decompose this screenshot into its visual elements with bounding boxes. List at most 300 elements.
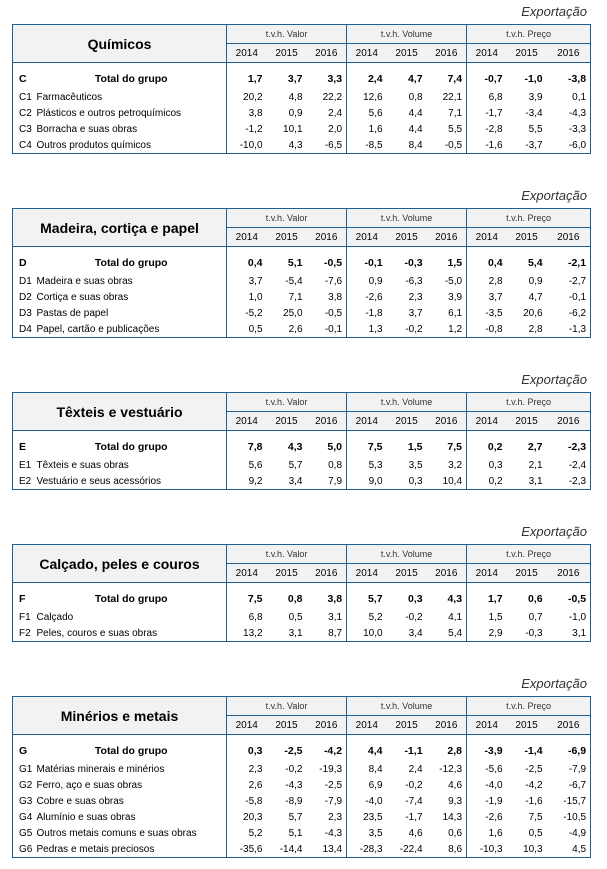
value-cell: -6,2 — [547, 305, 591, 321]
year-header: 2015 — [507, 412, 547, 431]
value-cell: 0,3 — [467, 457, 507, 473]
value-cell: 4,6 — [448, 779, 463, 791]
row-code: F1 — [13, 609, 37, 625]
value-cell: 0,3 — [387, 473, 427, 490]
row-code: G3 — [13, 793, 37, 809]
value-cell: -1,0 — [547, 609, 591, 625]
year-header: 2016 — [307, 44, 347, 63]
year-header: 2015 — [267, 412, 307, 431]
value-cell: -4,3 — [324, 827, 343, 839]
value-cell: -3,5 — [467, 305, 507, 321]
value-cell: 1,0 — [227, 289, 267, 305]
value-cell: -10,5 — [547, 809, 591, 825]
value-cell: 0,4 — [467, 253, 507, 273]
value-cell: 2,8 — [447, 745, 463, 757]
row-code: C2 — [13, 105, 37, 121]
value-cell: -0,1 — [547, 289, 591, 305]
column-group-volume: t.v.h. Volume — [347, 393, 467, 412]
value-cell: -1,3 — [547, 321, 591, 338]
total-row — [13, 589, 591, 609]
value-cell: -5,0 — [444, 275, 463, 287]
value-cell: 22,1 — [442, 91, 463, 103]
table-row — [13, 625, 591, 642]
value-cell: 10,3 — [507, 841, 547, 858]
value-cell: -7,4 — [405, 795, 423, 807]
value-cell: 8,7 — [307, 625, 347, 642]
value-cell: 2,8 — [507, 321, 547, 338]
value-cell: 9,2 — [227, 473, 267, 490]
value-cell: 0,9 — [528, 275, 543, 287]
value-cell: -8,9 — [285, 795, 303, 807]
year-header: 2015 — [267, 44, 307, 63]
value-cell: 5,4 — [427, 625, 467, 642]
row-label: Pastas de papel — [36, 307, 109, 319]
total-row — [13, 437, 591, 457]
section-title: Madeira, cortiça e papel — [13, 209, 227, 247]
value-cell: -4,2 — [525, 779, 543, 791]
value-cell: 0,5 — [528, 827, 543, 839]
row-code: G4 — [13, 809, 37, 825]
value-cell: -2,3 — [547, 437, 591, 457]
value-cell: -3,4 — [525, 107, 543, 119]
table-row — [13, 321, 591, 338]
value-cell: 25,0 — [283, 307, 303, 319]
value-cell: -8,5 — [347, 137, 387, 154]
year-header: 2014 — [227, 564, 267, 583]
value-cell: 4,7 — [528, 291, 543, 303]
value-cell: -1,6 — [467, 137, 507, 154]
value-cell: -10,0 — [227, 137, 267, 154]
value-cell: -4,0 — [347, 793, 387, 809]
row-code: E2 — [13, 473, 37, 490]
row-code: G6 — [13, 841, 37, 858]
value-cell: -0,5 — [324, 307, 343, 319]
row-code: F — [13, 589, 37, 609]
value-cell: 3,9 — [448, 291, 463, 303]
section-title: Químicos — [13, 25, 227, 63]
year-header: 2014 — [467, 412, 507, 431]
value-cell: 1,3 — [347, 321, 387, 338]
value-cell: 5,7 — [288, 459, 303, 471]
table-row — [13, 473, 591, 490]
value-cell: 0,2 — [467, 437, 507, 457]
value-cell: 1,2 — [427, 321, 467, 338]
year-header: 2014 — [347, 412, 387, 431]
value-cell: -5,2 — [227, 305, 267, 321]
row-code: D2 — [13, 289, 37, 305]
value-cell: 5,3 — [347, 457, 387, 473]
row-code: E1 — [13, 457, 37, 473]
value-cell: -35,6 — [227, 841, 267, 858]
value-cell: -4,3 — [547, 105, 591, 121]
value-cell: -4,9 — [547, 825, 591, 841]
value-cell: 5,6 — [227, 457, 267, 473]
section-table — [12, 24, 591, 154]
value-cell: 3,7 — [467, 289, 507, 305]
year-header: 2016 — [307, 564, 347, 583]
year-header: 2016 — [547, 44, 591, 63]
total-row — [13, 253, 591, 273]
table-row — [13, 841, 591, 858]
value-cell: 5,2 — [347, 609, 387, 625]
value-cell: 10,4 — [427, 473, 467, 490]
export-label: Exportação — [521, 524, 587, 539]
value-cell: -2,4 — [547, 457, 591, 473]
value-cell: 7,1 — [448, 107, 463, 119]
value-cell: 8,4 — [347, 761, 387, 777]
value-cell: 1,7 — [227, 69, 267, 89]
value-cell: 0,8 — [287, 593, 303, 605]
value-cell: -1,7 — [467, 105, 507, 121]
section-table — [12, 392, 591, 490]
column-group-valor: t.v.h. Valor — [227, 25, 347, 44]
value-cell: 1,7 — [467, 589, 507, 609]
value-cell: 7,4 — [447, 73, 463, 85]
year-header: 2014 — [227, 412, 267, 431]
row-code: D4 — [13, 321, 37, 338]
value-cell: -6,9 — [547, 741, 591, 761]
row-label: Outros produtos químicos — [37, 137, 227, 154]
year-header: 2015 — [387, 44, 427, 63]
value-cell: 0,8 — [328, 459, 343, 471]
value-cell: -0,1 — [347, 253, 387, 273]
value-cell: 4,8 — [288, 91, 303, 103]
column-group-preco: t.v.h. Preço — [467, 545, 591, 564]
value-cell: 5,7 — [288, 811, 303, 823]
row-code: F2 — [13, 625, 37, 642]
value-cell: 3,3 — [327, 73, 343, 85]
value-cell: -4,2 — [323, 745, 343, 757]
row-code: G5 — [13, 825, 37, 841]
value-cell: 5,4 — [527, 257, 543, 269]
table-row — [13, 609, 591, 625]
value-cell: -0,3 — [507, 625, 547, 642]
value-cell: 7,1 — [288, 291, 303, 303]
value-cell: 20,2 — [227, 89, 267, 105]
year-header: 2016 — [427, 412, 467, 431]
row-label: Total do grupo — [94, 745, 168, 757]
value-cell: -3,9 — [467, 741, 507, 761]
value-cell: -0,5 — [323, 257, 343, 269]
value-cell: 5,7 — [347, 589, 387, 609]
value-cell: 0,6 — [448, 827, 463, 839]
year-header: 2016 — [307, 228, 347, 247]
row-label: Total do grupo — [94, 593, 168, 605]
column-group-volume: t.v.h. Volume — [347, 25, 467, 44]
section-title: Têxteis e vestuário — [13, 393, 227, 431]
value-cell: -5,8 — [227, 793, 267, 809]
value-cell: 12,6 — [347, 89, 387, 105]
value-cell: -0,2 — [285, 763, 303, 775]
value-cell: 9,0 — [347, 473, 387, 490]
row-code: C1 — [13, 89, 37, 105]
year-header: 2014 — [347, 228, 387, 247]
row-code: C3 — [13, 121, 37, 137]
table-row — [13, 105, 591, 121]
year-header: 2015 — [387, 564, 427, 583]
table-row — [13, 457, 591, 473]
value-cell: 0,9 — [288, 107, 303, 119]
value-cell: 0,3 — [227, 741, 267, 761]
value-cell: 7,9 — [307, 473, 347, 490]
value-cell: 7,8 — [227, 437, 267, 457]
value-cell: 7,5 — [227, 589, 267, 609]
value-cell: -0,5 — [547, 589, 591, 609]
year-header: 2016 — [307, 412, 347, 431]
column-group-volume: t.v.h. Volume — [347, 545, 467, 564]
value-cell: 2,7 — [527, 441, 543, 453]
row-label: Papel, cartão e publicações — [37, 321, 227, 338]
value-cell: 23,5 — [347, 809, 387, 825]
value-cell: 1,6 — [467, 825, 507, 841]
value-cell: -7,6 — [324, 275, 343, 287]
value-cell: 4,6 — [408, 827, 423, 839]
value-cell: 2,0 — [328, 123, 343, 135]
value-cell: -1,0 — [524, 73, 543, 85]
value-cell: -1,4 — [524, 745, 543, 757]
year-header: 2016 — [547, 412, 591, 431]
value-cell: 0,7 — [528, 611, 543, 623]
table-row — [13, 137, 591, 154]
section-table — [12, 208, 591, 338]
value-cell: 7,5 — [447, 441, 463, 453]
row-label: Calçado — [36, 611, 74, 623]
year-header: 2015 — [387, 228, 427, 247]
column-group-preco: t.v.h. Preço — [467, 209, 591, 228]
value-cell: -2,5 — [324, 779, 343, 791]
year-header: 2016 — [427, 564, 467, 583]
value-cell: -7,9 — [324, 795, 343, 807]
value-cell: 3,8 — [227, 105, 267, 121]
value-cell: -1,8 — [347, 305, 387, 321]
row-code: C4 — [13, 137, 37, 154]
row-code: D3 — [13, 305, 37, 321]
year-header: 2015 — [267, 716, 307, 735]
value-cell: 0,5 — [288, 611, 303, 623]
row-label: Vestuário e seus acessórios — [37, 473, 227, 490]
row-code: G1 — [13, 761, 37, 777]
value-cell: 2,1 — [528, 459, 543, 471]
value-cell: 7,5 — [347, 437, 387, 457]
value-cell: 10,0 — [347, 625, 387, 642]
value-cell: -3,8 — [547, 69, 591, 89]
table-row — [13, 761, 591, 777]
year-header: 2015 — [387, 716, 427, 735]
value-cell: 8,6 — [427, 841, 467, 858]
row-label: Alumínio e suas obras — [36, 811, 136, 823]
year-header: 2014 — [347, 716, 387, 735]
row-code: D1 — [13, 273, 37, 289]
value-cell: 1,5 — [467, 609, 507, 625]
value-cell: 3,7 — [408, 307, 423, 319]
column-group-valor: t.v.h. Valor — [227, 697, 347, 716]
value-cell: -2,3 — [547, 473, 591, 490]
row-label: Farmacêuticos — [36, 91, 103, 103]
export-label: Exportação — [521, 372, 587, 387]
value-cell: 5,2 — [227, 825, 267, 841]
row-label: Pedras e metais preciosos — [37, 841, 227, 858]
value-cell: 3,1 — [547, 625, 591, 642]
section-table — [12, 696, 591, 858]
value-cell: -1,2 — [227, 121, 267, 137]
value-cell: 2,4 — [408, 763, 423, 775]
value-cell: -0,5 — [427, 137, 467, 154]
year-header: 2015 — [507, 716, 547, 735]
row-label: Borracha e suas obras — [36, 123, 138, 135]
value-cell: -1,7 — [405, 811, 423, 823]
value-cell: 22,2 — [322, 91, 343, 103]
total-row — [13, 741, 591, 761]
value-cell: 2,6 — [227, 777, 267, 793]
value-cell: 8,4 — [387, 137, 427, 154]
year-header: 2014 — [467, 716, 507, 735]
year-header: 2014 — [227, 228, 267, 247]
value-cell: 3,1 — [267, 625, 307, 642]
value-cell: -1,9 — [467, 793, 507, 809]
value-cell: 0,5 — [227, 321, 267, 338]
row-label: Ferro, aço e suas obras — [36, 779, 143, 791]
value-cell: -0,1 — [307, 321, 347, 338]
row-code: D — [13, 253, 37, 273]
value-cell: 0,9 — [347, 273, 387, 289]
value-cell: 3,5 — [408, 459, 423, 471]
value-cell: 2,9 — [467, 625, 507, 642]
value-cell: 4,3 — [287, 441, 303, 453]
row-code: C — [13, 69, 37, 89]
row-label: Matérias minerais e minérios — [36, 763, 165, 775]
year-header: 2016 — [427, 44, 467, 63]
value-cell: -2,7 — [547, 273, 591, 289]
value-cell: -1,1 — [404, 745, 423, 757]
row-label: Cobre e suas obras — [36, 795, 124, 807]
value-cell: 4,3 — [447, 593, 463, 605]
value-cell: -0,2 — [405, 611, 423, 623]
value-cell: 4,3 — [267, 137, 307, 154]
row-code: E — [13, 437, 37, 457]
value-cell: 13,4 — [307, 841, 347, 858]
value-cell: 2,3 — [328, 811, 343, 823]
value-cell: -5,6 — [467, 761, 507, 777]
value-cell: -0,2 — [405, 779, 423, 791]
value-cell: -15,7 — [547, 793, 591, 809]
column-group-preco: t.v.h. Preço — [467, 393, 591, 412]
value-cell: -4,3 — [285, 779, 303, 791]
value-cell: 2,3 — [408, 291, 423, 303]
year-header: 2015 — [387, 412, 427, 431]
value-cell: -28,3 — [347, 841, 387, 858]
value-cell: 5,1 — [287, 257, 303, 269]
value-cell: -6,3 — [405, 275, 423, 287]
year-header: 2016 — [427, 716, 467, 735]
value-cell: 4,7 — [407, 73, 423, 85]
value-cell: 3,1 — [507, 473, 547, 490]
row-code: G — [13, 741, 37, 761]
value-cell: 3,8 — [327, 593, 343, 605]
year-header: 2015 — [267, 228, 307, 247]
value-cell: -3,3 — [547, 121, 591, 137]
value-cell: 20,6 — [523, 307, 543, 319]
column-group-volume: t.v.h. Volume — [347, 209, 467, 228]
value-cell: -2,6 — [347, 289, 387, 305]
column-group-valor: t.v.h. Valor — [227, 545, 347, 564]
value-cell: 1,6 — [347, 121, 387, 137]
row-label: Cortiça e suas obras — [36, 291, 129, 303]
value-cell: -0,8 — [467, 321, 507, 338]
value-cell: -2,5 — [525, 763, 543, 775]
value-cell: -2,6 — [467, 809, 507, 825]
row-label: Madeira e suas obras — [36, 275, 133, 287]
table-row — [13, 289, 591, 305]
year-header: 2014 — [467, 564, 507, 583]
value-cell: 3,7 — [227, 273, 267, 289]
value-cell: 6,9 — [347, 777, 387, 793]
value-cell: 3,7 — [287, 73, 303, 85]
year-header: 2014 — [347, 44, 387, 63]
section-title: Calçado, peles e couros — [13, 545, 227, 583]
value-cell: -5,4 — [285, 275, 303, 287]
value-cell: 4,4 — [408, 123, 423, 135]
value-cell: -12,3 — [439, 763, 463, 775]
value-cell: 9,3 — [448, 795, 463, 807]
value-cell: 5,5 — [448, 123, 463, 135]
value-cell: -6,7 — [547, 777, 591, 793]
value-cell: 5,1 — [288, 827, 303, 839]
value-cell: 0,3 — [407, 593, 423, 605]
value-cell: -6,5 — [307, 137, 347, 154]
year-header: 2015 — [267, 564, 307, 583]
value-cell: 3,8 — [328, 291, 343, 303]
year-header: 2015 — [507, 44, 547, 63]
value-cell: 2,4 — [347, 69, 387, 89]
value-cell: 3,1 — [328, 611, 343, 623]
value-cell: -14,4 — [267, 841, 307, 858]
export-label: Exportação — [521, 188, 587, 203]
value-cell: 1,5 — [447, 257, 463, 269]
year-header: 2016 — [427, 228, 467, 247]
value-cell: -2,8 — [467, 121, 507, 137]
table-row — [13, 121, 591, 137]
table-row — [13, 809, 591, 825]
table-row — [13, 305, 591, 321]
value-cell: -3,7 — [507, 137, 547, 154]
value-cell: -0,2 — [387, 321, 427, 338]
value-cell: 0,1 — [547, 89, 591, 105]
value-cell: 2,4 — [328, 107, 343, 119]
export-label: Exportação — [521, 676, 587, 691]
table-row — [13, 825, 591, 841]
table-row — [13, 777, 591, 793]
year-header: 2016 — [547, 716, 591, 735]
column-group-volume: t.v.h. Volume — [347, 697, 467, 716]
section-title: Minérios e metais — [13, 697, 227, 735]
value-cell: 0,2 — [467, 473, 507, 490]
value-cell: 6,8 — [227, 609, 267, 625]
value-cell: 3,2 — [448, 459, 463, 471]
value-cell: 4,5 — [547, 841, 591, 858]
export-label: Exportação — [521, 4, 587, 19]
value-cell: 4,1 — [448, 611, 463, 623]
value-cell: -6,0 — [547, 137, 591, 154]
year-header: 2015 — [507, 564, 547, 583]
value-cell: -7,9 — [547, 761, 591, 777]
value-cell: 3,4 — [267, 473, 307, 490]
year-header: 2014 — [227, 716, 267, 735]
year-header: 2014 — [347, 564, 387, 583]
row-label: Total do grupo — [94, 73, 168, 85]
year-header: 2016 — [307, 716, 347, 735]
year-header: 2015 — [507, 228, 547, 247]
value-cell: 6,1 — [448, 307, 463, 319]
